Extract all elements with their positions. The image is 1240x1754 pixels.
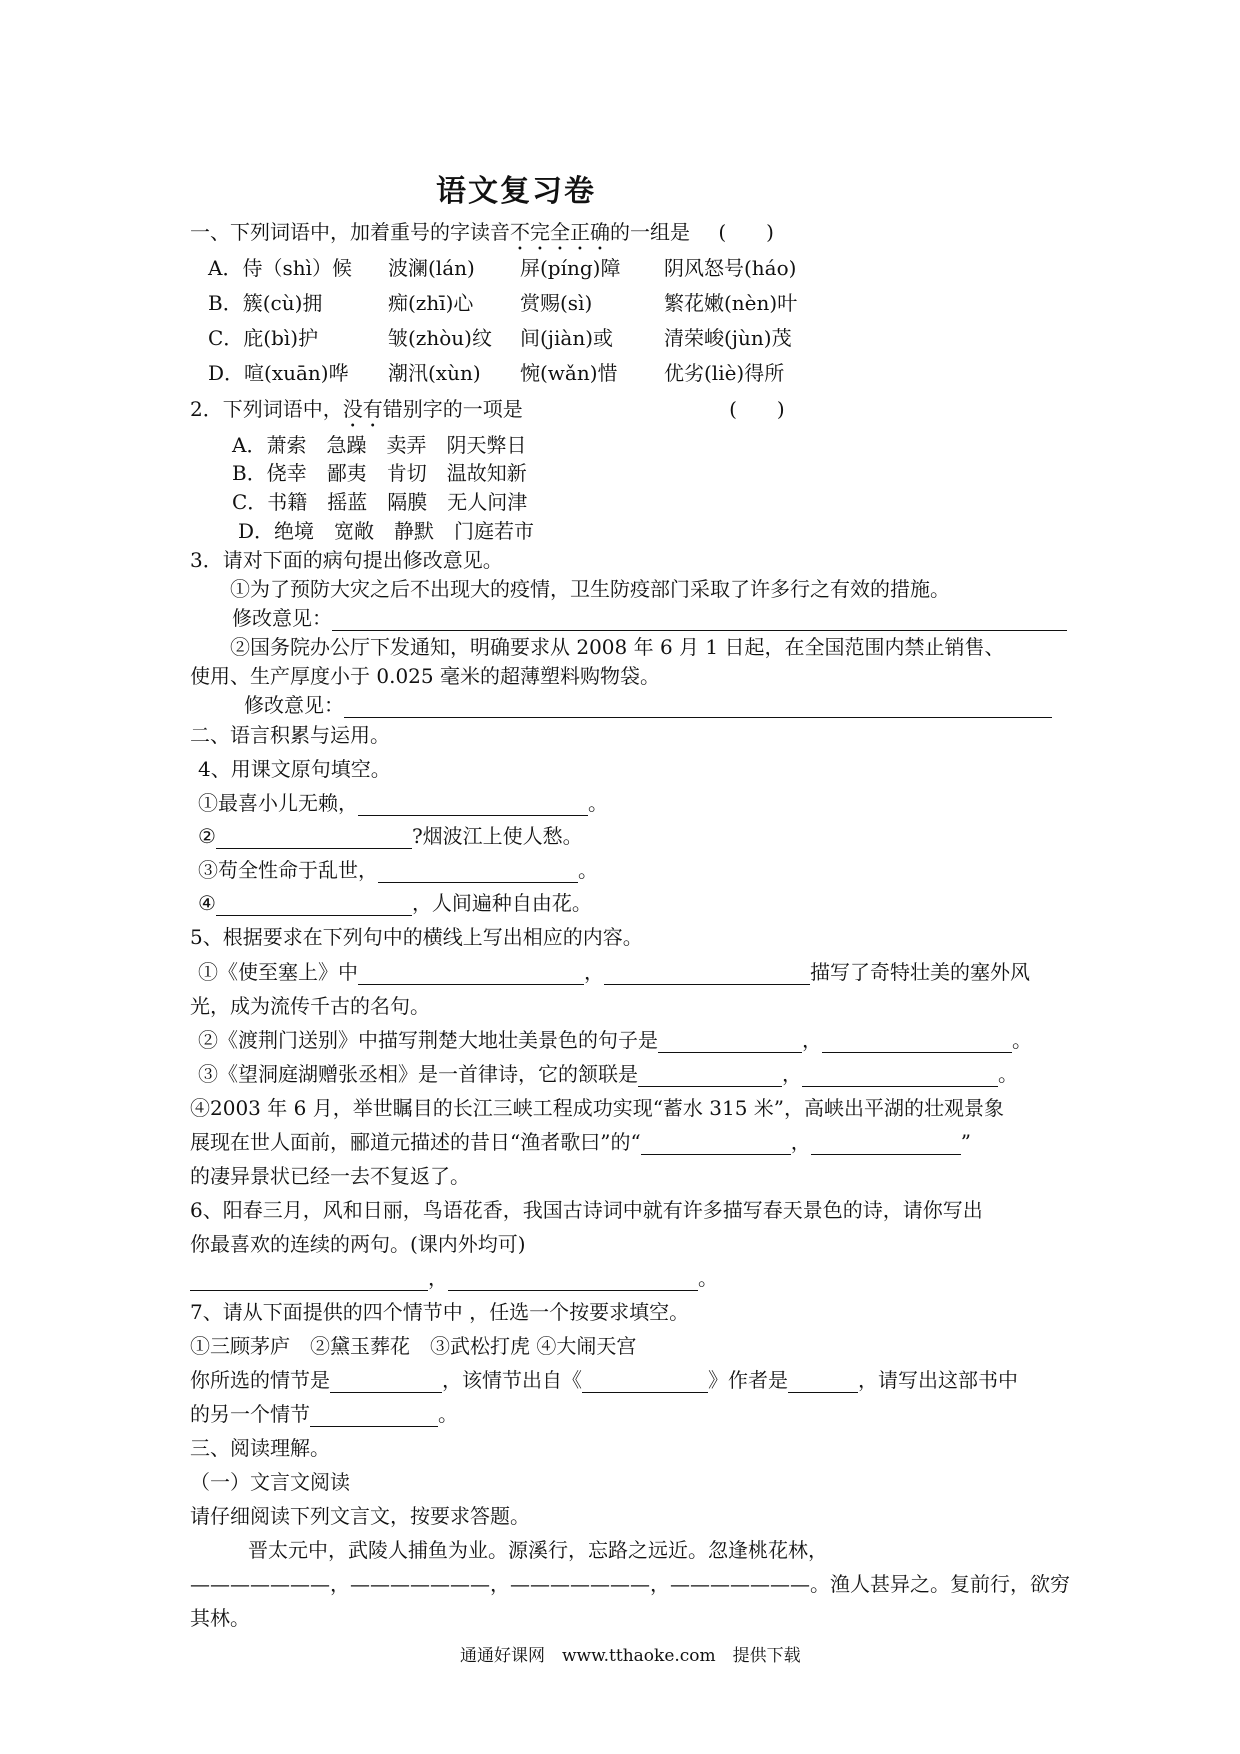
q4-line-4: [198, 890, 592, 916]
q6-answer-line: [190, 1265, 718, 1291]
answer-blank[interactable]: [344, 697, 1052, 718]
q7-line-1: [190, 1367, 1018, 1393]
q1-option: 痴(zhī)心: [388, 291, 474, 315]
q5-line-1: [198, 959, 1030, 985]
q1-option: 波澜(lán): [388, 256, 475, 280]
q4-text: ②: [198, 824, 216, 848]
q1-option: 繁花嫩(nèn)叶: [664, 291, 798, 315]
q7-text: 》作者是: [708, 1368, 788, 1392]
answer-blank[interactable]: [822, 1032, 1012, 1053]
q1-stem-tail: 的一组是: [610, 220, 690, 244]
q1-option: B．簇(cù)拥: [208, 291, 323, 315]
q3-sentence-2a: ②国务院办公厅下发通知，明确要求从 2008 年 6 月 1 日起，在全国范围内禁止销售、: [230, 635, 1005, 659]
q5-text: ，: [584, 960, 604, 984]
q2-stem-tail: 错别字的一项是: [382, 397, 523, 421]
page-title: 语文复习卷: [436, 174, 596, 209]
answer-blank[interactable]: [811, 1134, 961, 1155]
passage-line-3: 其林。: [190, 1606, 250, 1630]
q5-text: ③《望洞庭湖赠张丞相》是一首律诗，它的颔联是: [198, 1062, 638, 1086]
answer-blank[interactable]: [216, 828, 412, 849]
q1-option: A．侍（shì）候: [208, 256, 352, 280]
q3-sentence-2b: 使用、生产厚度小于 0.025 毫米的超薄塑料购物袋。: [190, 664, 660, 688]
section-3-heading: 三、阅读理解。: [190, 1436, 330, 1460]
q1-option: 惋(wǎn)惜: [520, 361, 618, 385]
q1-option: 间(jiàn)或: [520, 326, 614, 350]
q1-option: 潮汛(xùn): [388, 361, 481, 385]
answer-blank[interactable]: [448, 1270, 698, 1291]
q4-text: ，人间遍种自由花。: [411, 891, 592, 915]
q1-option: 优劣(liè)得所: [664, 361, 785, 385]
q6-text: ，: [428, 1266, 448, 1290]
q4-text: ③苟全性命于乱世，: [198, 858, 378, 882]
q4-line-1: [198, 790, 608, 816]
q5-text: 展现在世人面前，郦道元描述的昔日“渔者歌曰”的“: [190, 1130, 641, 1154]
q5-line-1-cont: 光，成为流传千古的名句。: [190, 994, 430, 1018]
question-2-stem: [190, 396, 785, 432]
q5-text: ”: [960, 1130, 971, 1154]
q5-text: 。: [1012, 1028, 1032, 1052]
answer-blank[interactable]: [802, 1066, 998, 1087]
q7-text: ，该情节出自《: [442, 1368, 582, 1392]
q4-line-2: [198, 823, 583, 849]
q2-option: C．书籍 摇蓝 隔膜 无人问津: [232, 490, 528, 514]
q3-label: 修改意见：: [232, 606, 332, 630]
section-2-heading: 二、语言积累与运用。: [190, 723, 390, 747]
q2-emphasis-text: 没有: [342, 397, 383, 421]
q4-text: ④: [198, 891, 216, 915]
q5-text: ，: [782, 1062, 802, 1086]
question-6-stem: 6、阳春三月，风和日丽，鸟语花香，我国古诗词中就有许多描写春天景色的诗，请你写出: [190, 1198, 983, 1222]
answer-blank[interactable]: [658, 1032, 802, 1053]
answer-paren: ( ): [718, 220, 774, 244]
q2-option: D．绝境 宽敞 静默 门庭若市: [238, 519, 535, 543]
q1-option: C．庇(bì)护: [208, 326, 319, 350]
q5-text: 。: [998, 1062, 1018, 1086]
q2-option: B．侥幸 鄙夷 肯切 温故知新: [232, 461, 527, 485]
q5-line-4-end: 的凄异景状已经一去不复返了。: [190, 1164, 470, 1188]
q7-text: 的另一个情节: [190, 1402, 310, 1426]
q3-answer-line-1: [232, 605, 1067, 631]
q2-stem-text: 2．下列词语中，: [190, 397, 343, 421]
answer-blank[interactable]: [638, 1066, 782, 1087]
question-7-stem: 7、请从下面提供的四个情节中 ，任选一个按要求填空。: [190, 1300, 690, 1324]
q4-text: ①最喜小儿无赖，: [198, 791, 358, 815]
q2-option: A．萧索 急躁 卖弄 阴天弊日: [232, 433, 527, 457]
answer-blank[interactable]: [641, 1134, 791, 1155]
q5-text: ，: [790, 1130, 811, 1154]
q7-line-2: [190, 1401, 458, 1427]
q4-text: ?烟波江上使人愁。: [411, 824, 583, 848]
q5-text: 描写了奇特壮美的塞外风: [810, 960, 1030, 984]
q4-text: 。: [578, 858, 598, 882]
question-4-stem: 4、用课文原句填空。: [198, 757, 391, 781]
question-3-stem: 3．请对下面的病句提出修改意见。: [190, 548, 503, 572]
answer-blank[interactable]: [330, 1372, 442, 1393]
q5-line-4: ④2003 年 6 月，举世瞩目的长江三峡工程成功实现“蓄水 315 米”，高峡出平湖的壮观景象: [190, 1096, 1005, 1120]
q1-option: 赏赐(sì): [520, 291, 593, 315]
q6-text: 。: [698, 1266, 718, 1290]
answer-blank[interactable]: [358, 795, 588, 816]
q3-answer-line-2: [244, 692, 1052, 718]
footer-source: 通通好课网 www.tthaoke.com 提供下载: [460, 1646, 801, 1666]
q7-text: 你所选的情节是: [190, 1368, 330, 1392]
question-1-stem: [190, 219, 774, 255]
passage-line-2: ———————，———————，———————，———————。渔人甚异之。复前行，欲穷: [190, 1572, 1070, 1596]
q1-emphasis-text: 不完全正确: [510, 220, 610, 244]
question-5-stem: 5、根据要求在下列句中的横线上写出相应的内容。: [190, 925, 643, 949]
q5-text: ②《渡荆门送别》中描写荆楚大地壮美景色的句子是: [198, 1028, 658, 1052]
answer-blank[interactable]: [332, 610, 1067, 631]
answer-paren: ( ): [729, 397, 785, 421]
passage-line-1: 晋太元中，武陵人捕鱼为业。源溪行，忘路之远近。忽逢桃花林，: [248, 1538, 828, 1562]
answer-blank[interactable]: [216, 895, 412, 916]
q1-option: 皱(zhòu)纹: [388, 326, 492, 350]
q1-option: 阴风怒号(háo): [664, 256, 797, 280]
q7-text: ，请写出这部书中: [858, 1368, 1018, 1392]
q5-text: ，: [802, 1028, 822, 1052]
q7-text: 。: [438, 1402, 458, 1426]
reading-instruction: 请仔细阅读下列文言文，按要求答题。: [190, 1504, 530, 1528]
answer-blank[interactable]: [582, 1372, 708, 1393]
q1-option: 清荣峻(jùn)茂: [664, 326, 792, 350]
q5-line-3: [198, 1061, 1018, 1087]
answer-blank[interactable]: [358, 964, 584, 985]
answer-blank[interactable]: [310, 1406, 438, 1427]
q7-choices: ①三顾茅庐 ②黛玉葬花 ③武松打虎 ④大闹天宫: [190, 1334, 637, 1358]
q1-option: D．喧(xuān)哗: [208, 361, 349, 385]
q4-line-3: [198, 857, 598, 883]
q1-stem-text: 一、下列词语中，加着重号的字读音: [190, 220, 510, 244]
q5-text: ①《使至塞上》中: [198, 960, 358, 984]
answer-blank[interactable]: [378, 862, 578, 883]
part-1-heading: （一）文言文阅读: [190, 1470, 350, 1494]
q5-line-4-cont: [190, 1129, 971, 1155]
q5-line-2: [198, 1027, 1032, 1053]
q1-option: 屏(píng)障: [520, 256, 621, 280]
answer-blank[interactable]: [788, 1372, 858, 1393]
q4-text: 。: [588, 791, 608, 815]
q3-sentence-1: ①为了预防大灾之后不出现大的疫情，卫生防疫部门采取了许多行之有效的措施。: [230, 577, 950, 601]
question-6-stem-cont: 你最喜欢的连续的两句。(课内外均可): [190, 1232, 526, 1256]
answer-blank[interactable]: [190, 1270, 428, 1291]
answer-blank[interactable]: [604, 964, 810, 985]
q3-label: 修改意见：: [244, 693, 344, 717]
